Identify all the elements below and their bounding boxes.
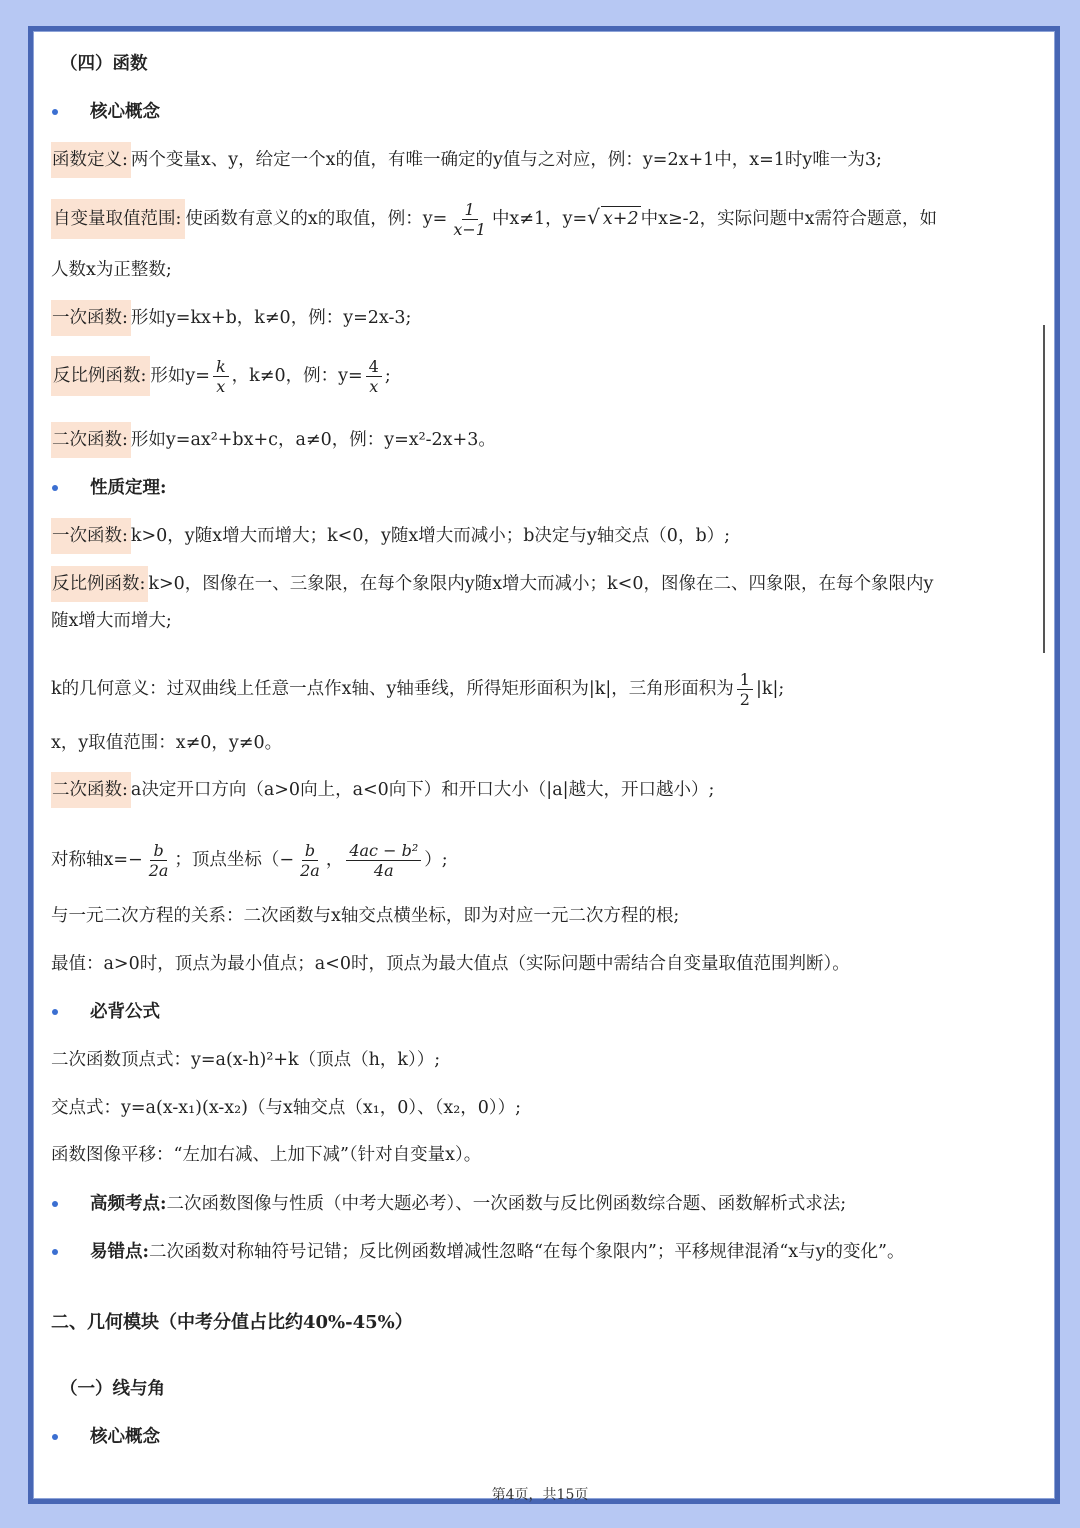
axis-line: 对称轴x=− $\frac{b}{2a}$ ；顶点坐标（− $\frac{b}{2a}$ ， $\frac{\text{4ac − b²}}{4a}$ ）; (51, 841, 448, 880)
definition-line (51, 148, 882, 172)
fraction: $\frac{b}{2a}$ (300, 841, 320, 880)
prop-inverse-line: 反比例函数: k>0，图像在一、三象限，在每个象限内y随x增大而减小；k<0，图像在二、四象限，在每个象限内y (51, 572, 933, 596)
bullet-icon (52, 109, 58, 115)
bullet-icon (52, 1201, 58, 1207)
domain-line: 自变量取值范围: 使函数有意义的x的取值，例：y= $\frac{1}{x-1}$ 中x≠1，y=√ x+2 中x≥-2，实际问题中x需符合题意，如 (53, 200, 938, 239)
domain-line-cont: 人数x为正整数; (51, 260, 172, 280)
inverse-line: 反比例函数: 形如y= $\frac{k}{x}$ ，k≠0，例：y= $\frac{4}{x}$ ; (53, 357, 391, 396)
bullet-heading: 必背公式 (90, 1002, 160, 1022)
bullet-icon (52, 1434, 58, 1440)
page-footer: 第4页，共15页 (491, 1487, 589, 1503)
fraction: $\frac{k}{x}$ (213, 357, 229, 396)
bullet-icon (52, 1009, 58, 1015)
prop-inverse-line-cont: 随x增大而增大; (51, 611, 172, 631)
prop-quad-line: 二次函数: a决定开口方向（a>0向上，a<0向下）和开口大小（|a|越大，开口越小）; (51, 778, 714, 802)
fraction: $\frac{1}{x-1}$ (453, 200, 486, 239)
fraction: $\frac{1}{2}$ (737, 670, 753, 709)
formula-line: 二次函数顶点式：y=a(x-h)²+k（顶点（h，k））; (51, 1050, 441, 1070)
domain-label: 自变量取值范围: (51, 199, 185, 239)
bullet-heading: 核心概念 (90, 102, 160, 122)
bullet-icon (52, 1249, 58, 1255)
error-line: 易错点:二次函数对称轴符号记错；反比例函数增减性忽略“在每个象限内”；平移规律混淆“x与y的变化”。 (90, 1242, 905, 1262)
xy-range-line: x，y取值范围：x≠0，y≠0。 (51, 733, 283, 753)
inverse-label: 反比例函数: (51, 356, 150, 396)
formula-line: 函数图像平移：“左加右减、上加下减”（针对自变量x）。 (51, 1145, 482, 1165)
high-freq-line: 高频考点:二次函数图像与性质（中考大题必考）、一次函数与反比例函数综合题、函数解析式求法; (90, 1194, 847, 1214)
margin-mark (1043, 325, 1045, 653)
extreme-line: 最值：a>0时，顶点为最小值点；a<0时，顶点为最大值点（实际问题中需结合自变量取值范围判断）。 (51, 954, 850, 974)
fraction: $\frac{\text{4ac − b²}}{4a}$ (346, 841, 421, 880)
fraction: $\frac{4}{x}$ (366, 357, 382, 396)
bullet-heading: 性质定理: (90, 478, 167, 498)
prop-linear-line: 一次函数: k>0，y随x增大而增大；k<0，y随x增大而减小；b决定与y轴交点（0，b）; (51, 524, 730, 548)
linear-label: 一次函数: (51, 300, 131, 336)
domain-text: 使函数有意义的x的取值，例：y= (185, 209, 448, 229)
sqrt-icon: √ (587, 205, 600, 229)
section-title: 二、几何模块（中考分值占比约40%-45%） (51, 1312, 413, 1333)
page-inner-border (33, 31, 1055, 1499)
formula-line: 交点式：y=a(x-x₁)(x-x₂)（与x轴交点（x₁，0）、（x₂，0））; (51, 1098, 522, 1118)
bullet-heading: 核心概念 (90, 1427, 160, 1447)
fraction: $\frac{b}{2a}$ (148, 841, 169, 880)
section-title: （四）函数 (60, 54, 148, 74)
k-geometry-line: k的几何意义：过双曲线上任意一点作x轴、y轴垂线，所得矩形面积为|k|，三角形面积为 $\frac{1}{2}$ |k|; (51, 670, 785, 709)
bullet-icon (52, 485, 58, 491)
quad-line: 二次函数: 形如y=ax²+bx+c，a≠0，例：y=x²-2x+3。 (51, 428, 496, 452)
definition-text: 两个变量x、y，给定一个x的值，有唯一确定的y值与之对应，例：y=2x+1中，x=1时y唯一为3; (130, 150, 882, 170)
quad-label: 二次函数: (51, 422, 131, 458)
relation-line: 与一元二次方程的关系：二次函数与x轴交点横坐标，即为对应一元二次方程的根; (51, 906, 680, 926)
linear-line: 一次函数: 形如y=kx+b，k≠0，例：y=2x-3; (51, 306, 411, 330)
subsection-title: （一）线与角 (60, 1379, 165, 1399)
definition-label: 函数定义: (51, 142, 131, 178)
